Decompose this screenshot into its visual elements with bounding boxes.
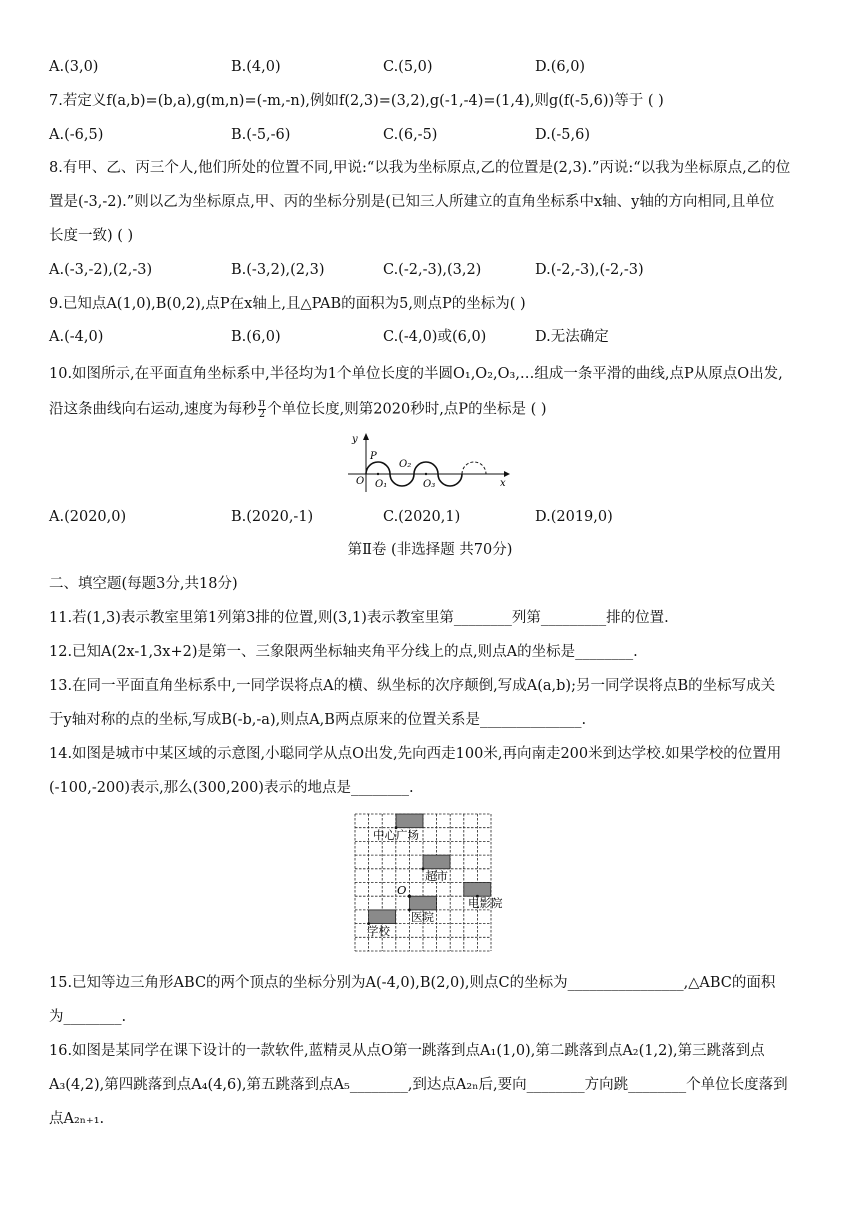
- q7-options: [49, 125, 789, 145]
- point-market: [422, 867, 425, 870]
- q10-line-1: 10.如图所示,在平面直角坐标系中,半径均为1个单位长度的半圆O₁,O₂,O₃,…组成一条平滑的曲线,点P从原点O出发,: [49, 366, 783, 382]
- label-central-square: 中心广场: [373, 828, 419, 842]
- q10-line-2: [49, 399, 547, 425]
- city-map-figure: [352, 812, 512, 954]
- q6-option-a: A.(3,0): [49, 59, 99, 75]
- q11: 11.若(1,3)表示教室里第1列第3排的位置,则(3,1)表示教室里第________列第_________排的位置.: [49, 610, 669, 626]
- semicircle-o1: [366, 462, 390, 474]
- semicircle-dashed: [462, 462, 486, 474]
- semicircle-o3: [414, 462, 438, 474]
- q14-line-1: 14.如图是城市中某区域的示意图,小聪同学从点O出发,先向西走100米,再向南走200米到达学校.如果学校的位置用: [49, 746, 782, 762]
- q10-option-a: A.(2020,0): [49, 509, 127, 525]
- cinema-block: [464, 883, 491, 897]
- q9-option-d: D.无法确定: [535, 329, 609, 345]
- q13-line-1: 13.在同一平面直角坐标系中,一同学误将点A的横、纵坐标的次序颠倒,写成A(a,b);另一同学误将点B的坐标写成关: [49, 678, 776, 694]
- fraction-numerator: π: [258, 398, 266, 409]
- q10-option-c: C.(2020,1): [383, 509, 461, 525]
- speed-fraction: [258, 399, 267, 420]
- section-2-title: 二、填空题(每题3分,共18分): [49, 576, 238, 592]
- point-o3: [425, 473, 427, 475]
- q10-options: [49, 507, 789, 527]
- q6-option-d: D.(6,0): [535, 59, 586, 75]
- q7-option-a: A.(-6,5): [49, 127, 104, 143]
- q16-line-3: 点A₂ₙ₊₁.: [49, 1111, 105, 1127]
- q9-stem: 9.已知点A(1,0),B(0,2),点P在x轴上,且△PAB的面积为5,则点P的坐标为( ): [49, 296, 526, 312]
- supermarket-block: [423, 855, 450, 869]
- label-o1: O₁: [375, 479, 388, 490]
- q10-line-2-post: 个单位长度,则第2020秒时,点P的坐标是 ( ): [267, 401, 547, 418]
- hospital-block: [409, 896, 436, 910]
- q15-line-2: 为________.: [49, 1009, 127, 1025]
- semicircle-curve-figure: [346, 430, 516, 496]
- q7-option-d: D.(-5,6): [535, 127, 590, 143]
- semicircle-o4: [438, 474, 462, 486]
- q10-line-2-pre: 沿这条曲线向右运动,速度为每秒: [49, 401, 257, 418]
- q7-stem: 7.若定义f(a,b)=(b,a),g(m,n)=(-m,-n),例如f(2,3)=(3,2),g(-1,-4)=(1,4),则g(f(-5,6))等于 ( ): [49, 93, 664, 109]
- q8-line-3: 长度一致) ( ): [49, 228, 134, 244]
- fraction-denominator: 2: [258, 409, 266, 420]
- label-school: 学校: [367, 924, 390, 938]
- y-axis-arrow: [363, 433, 369, 440]
- label-x: x: [500, 478, 506, 489]
- label-hospital: 医院: [411, 910, 434, 924]
- semicircle-o2: [390, 474, 414, 486]
- label-cinema: 电影院: [468, 896, 503, 910]
- q8-option-b: B.(-3,2),(2,3): [231, 262, 325, 278]
- q8-line-1: 8.有甲、乙、丙三个人,他们所处的位置不同,甲说:“以我为坐标原点,乙的位置是(2,3).”丙说:“以我为坐标原点,乙的位: [49, 160, 791, 176]
- q9-option-c: C.(-4,0)或(6,0): [383, 329, 487, 345]
- q13-line-2: 于y轴对称的点的坐标,写成B(-b,-a),则点A,B两点原来的位置关系是______________.: [49, 712, 587, 728]
- q8-option-d: D.(-2,-3),(-2,-3): [535, 262, 644, 278]
- q9-option-a: A.(-4,0): [49, 329, 104, 345]
- q9-option-b: B.(6,0): [231, 329, 281, 345]
- point-origin: [408, 895, 411, 898]
- q7-option-b: B.(-5,-6): [231, 127, 291, 143]
- q10-option-d: D.(2019,0): [535, 509, 613, 525]
- q8-options: [49, 260, 789, 280]
- q14-line-2: (-100,-200)表示,那么(300,200)表示的地点是________.: [49, 780, 414, 796]
- label-o: O: [356, 476, 365, 487]
- q6-option-c: C.(5,0): [383, 59, 433, 75]
- point-o1: [377, 473, 379, 475]
- q16-line-1: 16.如图是某同学在课下设计的一款软件,蓝精灵从点O第一跳落到点A₁(1,0),第二跳落到点A₂(1,2),第三跳落到点: [49, 1043, 765, 1059]
- central-square-block: [396, 814, 423, 828]
- part-2-title: 第Ⅱ卷 (非选择题 共70分): [347, 542, 513, 558]
- label-o2: O₂: [399, 459, 412, 470]
- school-block: [369, 910, 396, 924]
- label-origin: O: [397, 883, 407, 897]
- q8-option-c: C.(-2,-3),(3,2): [383, 262, 482, 278]
- q16-line-2: A₃(4,2),第四跳落到点A₄(4,6),第五跳落到点A₅________,到达点A₂ₙ后,要向________方向跳________个单位长度落到: [49, 1077, 788, 1093]
- q8-option-a: A.(-3,-2),(2,-3): [49, 262, 153, 278]
- label-o3: O₃: [423, 479, 436, 490]
- q8-line-2: 置是(-3,-2).”则以乙为坐标原点,甲、丙的坐标分别是(已知三人所建立的直角坐标系中x轴、y轴的方向相同,且单位: [49, 194, 775, 210]
- q15-line-1: 15.已知等边三角形ABC的两个顶点的坐标分别为A(-4,0),B(2,0),则点C的坐标为________________,△ABC的面积: [49, 975, 776, 991]
- x-axis-arrow: [504, 471, 510, 477]
- semicircle-dashed-tail: [438, 474, 462, 486]
- label-supermarket: 超市: [425, 869, 448, 883]
- q6-option-b: B.(4,0): [231, 59, 281, 75]
- q7-option-c: C.(6,-5): [383, 127, 438, 143]
- label-y: y: [352, 434, 358, 445]
- q6-options: [49, 57, 789, 77]
- q12: 12.已知A(2x-1,3x+2)是第一、三象限两坐标轴夹角平分线上的点,则点A的坐标是________.: [49, 644, 638, 660]
- label-p: P: [370, 451, 377, 462]
- q10-option-b: B.(2020,-1): [231, 509, 314, 525]
- q9-options: [49, 327, 789, 347]
